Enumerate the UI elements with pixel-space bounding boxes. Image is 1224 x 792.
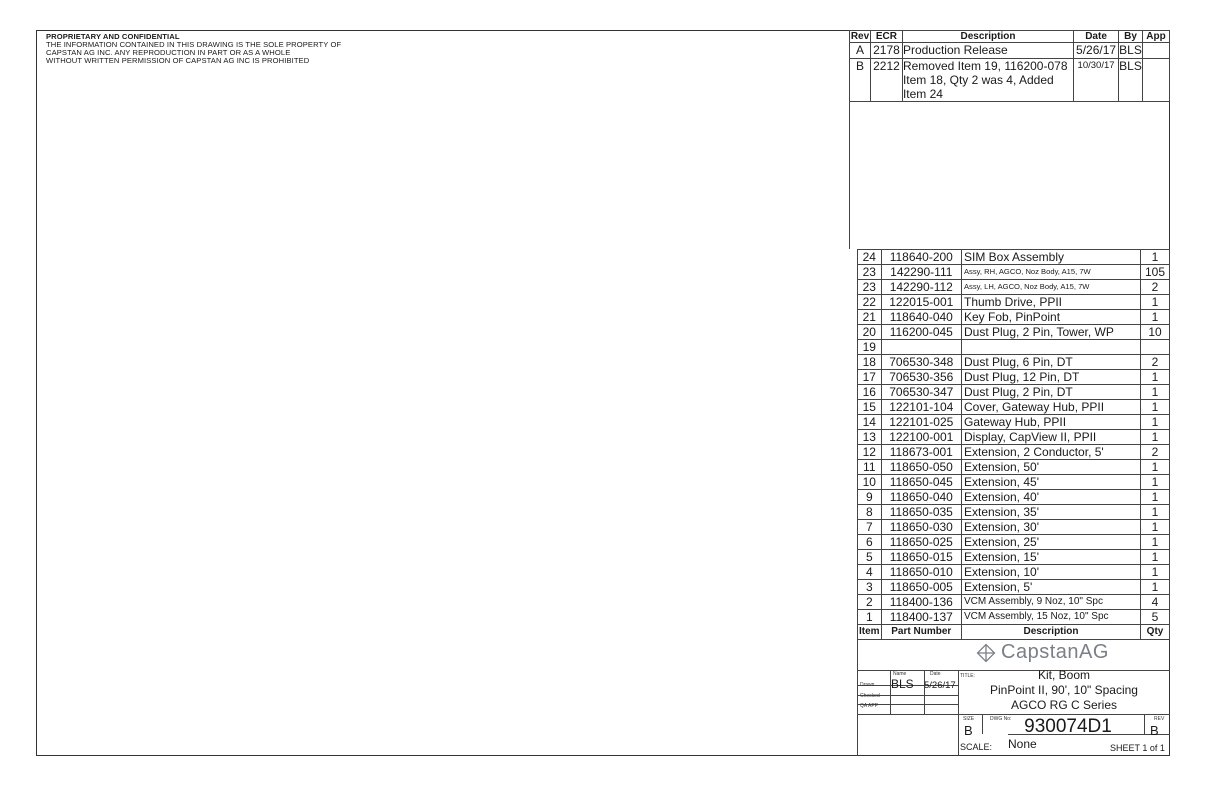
- part-number: 116200-045: [881, 325, 961, 340]
- part-number: 118640-040: [881, 310, 961, 325]
- rev-date: 5/26/17: [1074, 43, 1119, 59]
- part-number: 118650-005: [881, 580, 961, 595]
- part-number: 118650-010: [881, 565, 961, 580]
- sheet-number: SHEET 1 of 1: [1110, 743, 1165, 753]
- quantity: 1: [1141, 475, 1170, 490]
- part-number: 706530-348: [881, 355, 961, 370]
- sheet-size: B: [964, 723, 973, 738]
- app-col-header: App: [1143, 31, 1170, 43]
- revision-area-border: [849, 97, 850, 249]
- quantity: 1: [1141, 415, 1170, 430]
- part-description: [961, 340, 1140, 355]
- bom-row: [858, 490, 1170, 505]
- by-col-header: By: [1119, 31, 1143, 43]
- bom-row: [858, 460, 1170, 475]
- item-number: 19: [858, 340, 882, 355]
- quantity: 1: [1141, 565, 1170, 580]
- part-description: Dust Plug, 12 Pin, DT: [961, 370, 1140, 385]
- rev-description: Production Release: [902, 43, 1073, 59]
- part-number: 706530-347: [881, 385, 961, 400]
- rev-by: BLS: [1119, 43, 1142, 57]
- item-number: 24: [858, 250, 882, 265]
- bom-row: [858, 415, 1170, 430]
- bom-row: [858, 610, 1170, 625]
- item-number: 5: [858, 550, 882, 565]
- bom-row: [858, 370, 1170, 385]
- part-description: Extension, 35': [961, 505, 1140, 520]
- item-number: 18: [858, 355, 882, 370]
- quantity: 1: [1141, 370, 1170, 385]
- bom-row: [858, 400, 1170, 415]
- bom-row: [858, 340, 1170, 355]
- part-number: 142290-112: [881, 280, 961, 295]
- drawing-rev: B: [1150, 723, 1159, 738]
- quantity: 1: [1141, 400, 1170, 415]
- notice-title: PROPRIETARY AND CONFIDENTIAL: [46, 32, 180, 41]
- quantity: 1: [1141, 295, 1170, 310]
- part-description: Extension, 40': [961, 490, 1140, 505]
- scale-value: None: [1008, 737, 1037, 751]
- item-number: 23: [858, 280, 882, 295]
- bom-row: [858, 520, 1170, 535]
- bom-row: [858, 505, 1170, 520]
- quantity: 4: [1141, 595, 1170, 610]
- part-number: 122100-001: [881, 430, 961, 445]
- item-number: 11: [858, 460, 882, 475]
- part-number: 118650-015: [881, 550, 961, 565]
- drawn-date: 5/26/17: [924, 680, 956, 691]
- item-number: 17: [858, 370, 882, 385]
- item-number: 15: [858, 400, 882, 415]
- part-description: Dust Plug, 2 Pin, Tower, WP: [961, 325, 1140, 340]
- rev-app: [1143, 43, 1170, 59]
- item-number: 13: [858, 430, 882, 445]
- drawn-label: Drawn: [860, 682, 875, 688]
- quantity: 1: [1141, 490, 1170, 505]
- part-description: Dust Plug, 6 Pin, DT: [961, 355, 1140, 370]
- quantity: 1: [1141, 505, 1170, 520]
- date-col-header: Date: [1074, 31, 1119, 43]
- notice-line: CAPSTAN AG INC. ANY REPRODUCTION IN PART OR AS A WHOLE: [46, 48, 291, 57]
- quantity: 1: [1141, 580, 1170, 595]
- revision-header-row: [850, 31, 1170, 43]
- rev-date: 10/30/17: [1074, 59, 1119, 102]
- bom-row: [858, 280, 1170, 295]
- part-description: Assy, LH, AGCO, Noz Body, A15, 7W: [961, 280, 1140, 295]
- part-description: Display, CapView II, PPII: [961, 430, 1140, 445]
- item-number: 4: [858, 565, 882, 580]
- part-number: 118400-137: [881, 610, 961, 625]
- revision-table: [849, 30, 1170, 102]
- part-number: 118650-045: [881, 475, 961, 490]
- quantity: 1: [1141, 310, 1170, 325]
- part-number: 142290-111: [881, 265, 961, 280]
- confidentiality-notice: [46, 33, 466, 65]
- part-number: 706530-356: [881, 370, 961, 385]
- part-description: VCM Assembly, 9 Noz, 10" Spc: [961, 595, 1140, 610]
- rev-app: [1143, 59, 1170, 102]
- item-number: 3: [858, 580, 882, 595]
- capstan-logo: [975, 641, 1109, 664]
- bom-row: [858, 565, 1170, 580]
- quantity: 1: [1141, 460, 1170, 475]
- part-description: Assy, RH, AGCO, Noz Body, A15, 7W: [961, 265, 1140, 280]
- revision-row: [850, 59, 1170, 102]
- item-number: 10: [858, 475, 882, 490]
- qa-label: QA APP: [860, 703, 879, 709]
- name-label: Name: [893, 671, 907, 677]
- bom-row: [858, 535, 1170, 550]
- bom-row: [858, 355, 1170, 370]
- quantity: 2: [1141, 355, 1170, 370]
- bom-row: [858, 595, 1170, 610]
- part-description: Extension, 50': [961, 460, 1140, 475]
- part-description: VCM Assembly, 15 Noz, 10" Spc: [961, 610, 1140, 625]
- ecr-number: 2178: [870, 43, 902, 59]
- item-number: 23: [858, 265, 882, 280]
- item-number: 6: [858, 535, 882, 550]
- item-number: 16: [858, 385, 882, 400]
- bom-row: [858, 445, 1170, 460]
- part-description: Extension, 2 Conductor, 5': [961, 445, 1140, 460]
- bom-row: [858, 265, 1170, 280]
- logo-mark-icon: [975, 642, 997, 664]
- part-description: Thumb Drive, PPII: [961, 295, 1140, 310]
- part-number: 118640-200: [881, 250, 961, 265]
- item-number: 12: [858, 445, 882, 460]
- part-number: 118650-030: [881, 520, 961, 535]
- ecr-col-header: ECR: [870, 31, 902, 43]
- date-label: Date: [930, 671, 941, 677]
- quantity: 5: [1141, 610, 1170, 625]
- logo-text: CapstanAG: [1001, 641, 1109, 663]
- quantity: 2: [1141, 280, 1170, 295]
- quantity: 10: [1141, 325, 1170, 340]
- part-number: [881, 340, 961, 355]
- part-number: 118650-035: [881, 505, 961, 520]
- description-col-header: Description: [902, 31, 1073, 43]
- part-description: Extension, 30': [961, 520, 1140, 535]
- part-description: Gateway Hub, PPII: [961, 415, 1140, 430]
- item-number: 9: [858, 490, 882, 505]
- item-col-header: Item: [858, 625, 882, 640]
- part-number: 118650-050: [881, 460, 961, 475]
- drawing-title-line: Kit, Boom: [1037, 668, 1091, 682]
- part-description: Dust Plug, 2 Pin, DT: [961, 385, 1140, 400]
- quantity: 1: [1141, 520, 1170, 535]
- item-number: 14: [858, 415, 882, 430]
- revision-row: [850, 43, 1170, 59]
- drawn-name: BLS: [891, 677, 914, 691]
- quantity: 2: [1141, 445, 1170, 460]
- quantity: 105: [1141, 265, 1170, 280]
- notice-line: THE INFORMATION CONTAINED IN THIS DRAWING IS THE SOLE PROPERTY OF: [46, 40, 342, 49]
- rev-letter: B: [850, 59, 871, 102]
- rev-col-header: Rev: [850, 31, 870, 42]
- part-description: Extension, 10': [961, 565, 1140, 580]
- part-description: SIM Box Assembly: [961, 250, 1140, 265]
- part-description: Key Fob, PinPoint: [961, 310, 1140, 325]
- bom-row: [858, 550, 1170, 565]
- bom-row: [858, 430, 1170, 445]
- part-number: 122101-104: [881, 400, 961, 415]
- rev-description: Removed Item 19, 116200-078 Item 18, Qty 2 was 4, Added Item 24: [902, 59, 1073, 102]
- rev-letter: A: [850, 43, 871, 59]
- size-label: SIZE: [963, 716, 975, 722]
- item-number: 8: [858, 505, 882, 520]
- drawing-title-line: PinPoint II, 90', 10" Spacing: [990, 683, 1138, 697]
- description-col-header: Description: [961, 625, 1140, 640]
- drawing-number: 930074D1: [1024, 716, 1112, 737]
- drawing-title-line: AGCO RG C Series: [1010, 698, 1118, 712]
- part-number: 122101-025: [881, 415, 961, 430]
- part-number: 118650-025: [881, 535, 961, 550]
- quantity: 1: [1141, 385, 1170, 400]
- quantity: 1: [1141, 535, 1170, 550]
- bom-row: [858, 385, 1170, 400]
- qty-col-header: Qty: [1141, 625, 1170, 640]
- item-number: 7: [858, 520, 882, 535]
- bom-row: [858, 325, 1170, 340]
- part-number-col-header: Part Number: [881, 625, 961, 640]
- scale-label: SCALE:: [960, 742, 993, 752]
- part-description: Extension, 15': [961, 550, 1140, 565]
- part-number: 118400-136: [881, 595, 961, 610]
- ecr-number: 2212: [870, 59, 902, 102]
- part-number: 118673-001: [881, 445, 961, 460]
- notice-line: WITHOUT WRITTEN PERMISSION OF CAPSTAN AG INC IS PROHIBITED: [46, 56, 310, 65]
- part-number: 122015-001: [881, 295, 961, 310]
- item-number: 21: [858, 310, 882, 325]
- quantity: 1: [1141, 550, 1170, 565]
- dwg-no-label: DWG No:: [990, 716, 1012, 722]
- quantity: [1141, 340, 1170, 355]
- quantity: 1: [1141, 430, 1170, 445]
- rev-label: REV: [1154, 716, 1165, 722]
- title-label: TITLE:: [960, 673, 976, 679]
- item-number: 22: [858, 295, 882, 310]
- item-number: 1: [858, 610, 882, 625]
- bom-row: [858, 250, 1170, 265]
- bom-row: [858, 580, 1170, 595]
- rev-by: BLS: [1119, 59, 1143, 102]
- part-number: 118650-040: [881, 490, 961, 505]
- part-description: Extension, 5': [961, 580, 1140, 595]
- part-description: Extension, 25': [961, 535, 1140, 550]
- bom-row: [858, 310, 1170, 325]
- bom-row: [858, 295, 1170, 310]
- part-description: Cover, Gateway Hub, PPII: [961, 400, 1140, 415]
- quantity: 1: [1141, 250, 1170, 265]
- checked-label: Checked: [860, 693, 880, 699]
- bom-row: [858, 475, 1170, 490]
- item-number: 20: [858, 325, 882, 340]
- bill-of-materials: [857, 249, 1170, 640]
- item-number: 2: [858, 595, 882, 610]
- part-description: Extension, 45': [961, 475, 1140, 490]
